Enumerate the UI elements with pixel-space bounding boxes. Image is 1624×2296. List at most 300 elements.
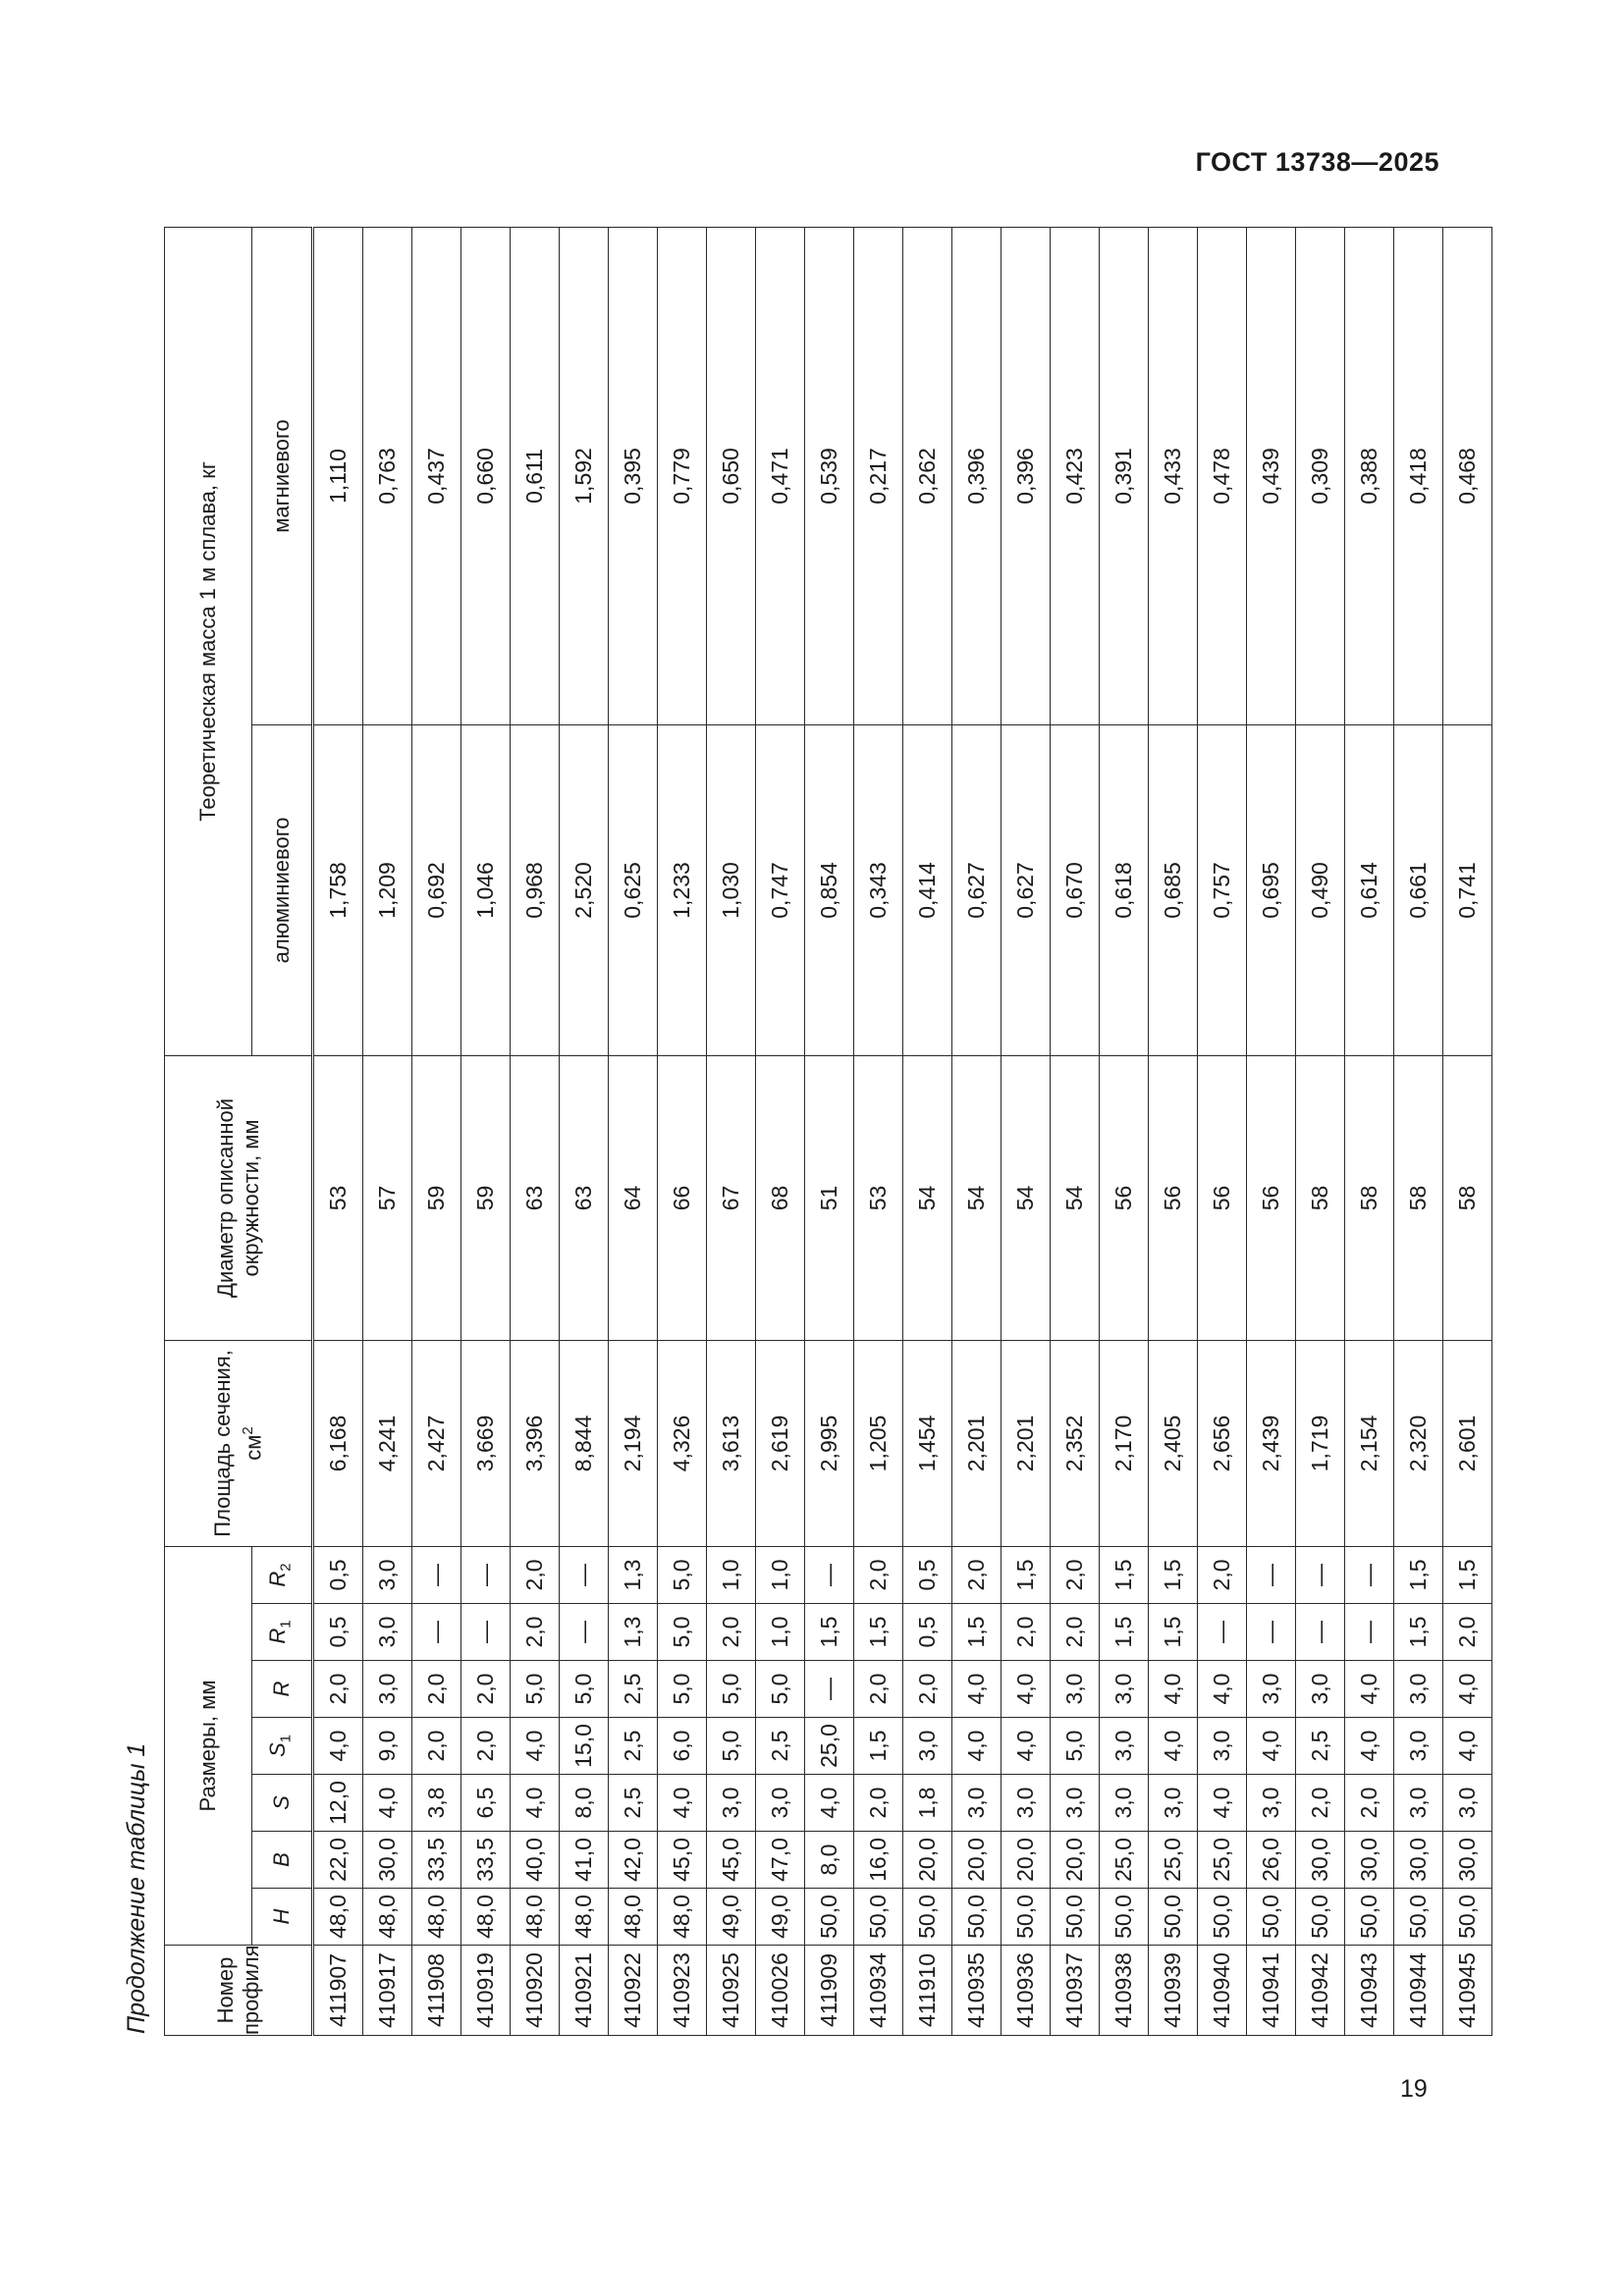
cell-R: 5,0 [658, 1661, 707, 1718]
cell-S: 3,0 [1394, 1775, 1443, 1832]
cell-S1: 3,0 [903, 1718, 952, 1775]
cell-mass-aluminum: 1,758 [313, 724, 363, 1055]
cell-R2: 0,5 [903, 1546, 952, 1603]
cell-H: 50,0 [1198, 1889, 1247, 1946]
cell-diameter: 56 [1100, 1055, 1149, 1340]
cell-profile-number: 410934 [854, 1946, 903, 2036]
cell-profile-number: 410917 [363, 1946, 412, 2036]
col-header-diameter: Диаметр описанной окружности, мм [165, 1055, 313, 1340]
cell-R: 5,0 [707, 1661, 756, 1718]
document-header: ГОСТ 13738—2025 [1195, 147, 1439, 177]
r1-symbol: R [264, 1628, 290, 1644]
table-row [707, 227, 756, 2035]
cell-H: 50,0 [854, 1889, 903, 1946]
cell-mass-magnesium: 0,423 [1051, 227, 1100, 724]
cell-S1: 2,5 [756, 1718, 805, 1775]
cell-diameter: 68 [756, 1055, 805, 1340]
cell-mass-aluminum: 0,625 [609, 724, 658, 1055]
cell-R2: — [560, 1546, 609, 1603]
cell-B: 33,5 [461, 1832, 511, 1889]
cell-S: 2,0 [1345, 1775, 1394, 1832]
cell-diameter: 54 [903, 1055, 952, 1340]
cell-S1: 4,0 [313, 1718, 363, 1775]
cell-R2: 0,5 [313, 1546, 363, 1603]
r1-sub: 1 [277, 1620, 295, 1629]
cell-profile-number: 410937 [1051, 1946, 1100, 2036]
cell-area: 2,405 [1149, 1340, 1198, 1546]
cell-diameter: 63 [560, 1055, 609, 1340]
cell-H: 48,0 [313, 1889, 363, 1946]
cell-R1: 1,5 [1394, 1604, 1443, 1661]
cell-mass-aluminum: 0,741 [1443, 724, 1492, 1055]
cell-R: 5,0 [756, 1661, 805, 1718]
cell-S: 3,0 [1001, 1775, 1051, 1832]
cell-mass-magnesium: 0,391 [1100, 227, 1149, 724]
table-row [1296, 227, 1345, 2035]
cell-B: 30,0 [1296, 1832, 1345, 1889]
cell-profile-number: 410026 [756, 1946, 805, 2036]
cell-R: 2,0 [854, 1661, 903, 1718]
cell-R2: — [1247, 1546, 1296, 1603]
area-header-text: Площадь сечения, см [209, 1350, 266, 1537]
cell-R1: 3,0 [363, 1604, 412, 1661]
table-row [1001, 227, 1051, 2035]
cell-diameter: 56 [1149, 1055, 1198, 1340]
cell-S1: 4,0 [952, 1718, 1001, 1775]
cell-profile-number: 411907 [313, 1946, 363, 2036]
cell-S: 3,0 [707, 1775, 756, 1832]
col-header-aluminum: алюминиевого [252, 724, 313, 1055]
cell-area: 2,194 [609, 1340, 658, 1546]
cell-R1: — [1296, 1604, 1345, 1661]
cell-area: 2,201 [1001, 1340, 1051, 1546]
cell-mass-magnesium: 0,437 [412, 227, 461, 724]
cell-R2: 1,5 [1443, 1546, 1492, 1603]
cell-H: 48,0 [560, 1889, 609, 1946]
cell-profile-number: 410939 [1149, 1946, 1198, 2036]
cell-B: 20,0 [1051, 1832, 1100, 1889]
cell-profile-number: 410941 [1247, 1946, 1296, 2036]
col-header-profile-number: Номер профиля [165, 1946, 313, 2036]
rotated-table-block [111, 228, 1480, 2036]
cell-mass-aluminum: 1,030 [707, 724, 756, 1055]
cell-mass-magnesium: 0,418 [1394, 227, 1443, 724]
cell-area: 1,454 [903, 1340, 952, 1546]
cell-mass-magnesium: 0,396 [952, 227, 1001, 724]
cell-R: 4,0 [1198, 1661, 1247, 1718]
cell-mass-magnesium: 0,539 [805, 227, 854, 724]
cell-mass-magnesium: 0,471 [756, 227, 805, 724]
cell-S: 3,0 [1149, 1775, 1198, 1832]
r2-sub: 2 [277, 1563, 295, 1572]
cell-H: 49,0 [756, 1889, 805, 1946]
cell-S: 3,0 [1051, 1775, 1100, 1832]
cell-R: 4,0 [1345, 1661, 1394, 1718]
cell-R2: 2,0 [511, 1546, 560, 1603]
cell-B: 16,0 [854, 1832, 903, 1889]
table-body [313, 227, 1492, 2035]
col-header-area [165, 1340, 313, 1546]
cell-B: 45,0 [707, 1832, 756, 1889]
cell-R1: — [1247, 1604, 1296, 1661]
col-header-R1 [252, 1604, 313, 1661]
cell-mass-aluminum: 0,343 [854, 724, 903, 1055]
cell-mass-aluminum: 0,747 [756, 724, 805, 1055]
s1-sub: 1 [277, 1734, 295, 1743]
table-row [412, 227, 461, 2035]
cell-profile-number: 410923 [658, 1946, 707, 2036]
cell-mass-aluminum: 0,695 [1247, 724, 1296, 1055]
cell-mass-aluminum: 0,618 [1100, 724, 1149, 1055]
cell-S1: 4,0 [1247, 1718, 1296, 1775]
cell-R1: — [412, 1604, 461, 1661]
table-row [313, 227, 363, 2035]
cell-R2: 1,5 [1149, 1546, 1198, 1603]
area-header-sup: 2 [239, 1426, 256, 1435]
cell-area: 4,326 [658, 1340, 707, 1546]
cell-mass-magnesium: 0,217 [854, 227, 903, 724]
table-row [1198, 227, 1247, 2035]
cell-mass-aluminum: 1,233 [658, 724, 707, 1055]
cell-S: 2,0 [854, 1775, 903, 1832]
cell-diameter: 63 [511, 1055, 560, 1340]
table-row [952, 227, 1001, 2035]
cell-mass-magnesium: 0,309 [1296, 227, 1345, 724]
cell-H: 50,0 [1247, 1889, 1296, 1946]
cell-R1: 0,5 [903, 1604, 952, 1661]
cell-area: 2,601 [1443, 1340, 1492, 1546]
cell-B: 41,0 [560, 1832, 609, 1889]
cell-S: 3,0 [952, 1775, 1001, 1832]
cell-H: 50,0 [1443, 1889, 1492, 1946]
cell-B: 30,0 [1345, 1832, 1394, 1889]
cell-S: 2,0 [1296, 1775, 1345, 1832]
cell-profile-number: 411908 [412, 1946, 461, 2036]
cell-B: 22,0 [313, 1832, 363, 1889]
cell-mass-aluminum: 0,685 [1149, 724, 1198, 1055]
cell-mass-magnesium: 0,388 [1345, 227, 1394, 724]
cell-R2: 1,3 [609, 1546, 658, 1603]
cell-H: 50,0 [805, 1889, 854, 1946]
cell-diameter: 58 [1296, 1055, 1345, 1340]
cell-R: 5,0 [511, 1661, 560, 1718]
cell-diameter: 59 [461, 1055, 511, 1340]
cell-H: 50,0 [1051, 1889, 1100, 1946]
cell-S: 3,0 [1100, 1775, 1149, 1832]
cell-H: 50,0 [903, 1889, 952, 1946]
col-header-dimensions: Размеры, мм [165, 1546, 252, 1945]
cell-S1: 2,5 [1296, 1718, 1345, 1775]
cell-mass-aluminum: 0,661 [1394, 724, 1443, 1055]
cell-mass-aluminum: 0,490 [1296, 724, 1345, 1055]
cell-area: 1,719 [1296, 1340, 1345, 1546]
cell-B: 25,0 [1100, 1832, 1149, 1889]
cell-R1: 5,0 [658, 1604, 707, 1661]
cell-area: 6,168 [313, 1340, 363, 1546]
cell-R1: 2,0 [1051, 1604, 1100, 1661]
cell-H: 48,0 [609, 1889, 658, 1946]
cell-area: 2,170 [1100, 1340, 1149, 1546]
cell-B: 45,0 [658, 1832, 707, 1889]
cell-B: 47,0 [756, 1832, 805, 1889]
cell-mass-aluminum: 2,520 [560, 724, 609, 1055]
cell-diameter: 58 [1443, 1055, 1492, 1340]
cell-S1: 5,0 [1051, 1718, 1100, 1775]
cell-diameter: 57 [363, 1055, 412, 1340]
cell-R2: 2,0 [1198, 1546, 1247, 1603]
cell-profile-number: 410942 [1296, 1946, 1345, 2036]
cell-profile-number: 410919 [461, 1946, 511, 2036]
cell-diameter: 51 [805, 1055, 854, 1340]
cell-mass-aluminum: 0,854 [805, 724, 854, 1055]
cell-diameter: 58 [1345, 1055, 1394, 1340]
cell-diameter: 56 [1247, 1055, 1296, 1340]
cell-S1: 3,0 [1100, 1718, 1149, 1775]
cell-H: 48,0 [461, 1889, 511, 1946]
cell-profile-number: 410940 [1198, 1946, 1247, 2036]
cell-R1: 0,5 [313, 1604, 363, 1661]
cell-R1: — [461, 1604, 511, 1661]
cell-area: 2,656 [1198, 1340, 1247, 1546]
cell-mass-magnesium: 1,110 [313, 227, 363, 724]
cell-R1: — [1345, 1604, 1394, 1661]
table-row [560, 227, 609, 2035]
cell-R: 3,0 [363, 1661, 412, 1718]
cell-R: 3,0 [1051, 1661, 1100, 1718]
cell-mass-magnesium: 0,650 [707, 227, 756, 724]
cell-R2: 5,0 [658, 1546, 707, 1603]
profiles-table [164, 227, 1492, 2036]
cell-R1: 1,0 [756, 1604, 805, 1661]
cell-R1: — [1198, 1604, 1247, 1661]
cell-mass-aluminum: 0,614 [1345, 724, 1394, 1055]
cell-H: 50,0 [1296, 1889, 1345, 1946]
cell-S1: 15,0 [560, 1718, 609, 1775]
cell-diameter: 54 [1001, 1055, 1051, 1340]
cell-S: 4,0 [658, 1775, 707, 1832]
cell-S: 3,0 [1247, 1775, 1296, 1832]
table-row [805, 227, 854, 2035]
cell-S: 4,0 [1198, 1775, 1247, 1832]
cell-mass-aluminum: 0,968 [511, 724, 560, 1055]
cell-diameter: 66 [658, 1055, 707, 1340]
cell-H: 48,0 [658, 1889, 707, 1946]
cell-S: 12,0 [313, 1775, 363, 1832]
cell-R2: 1,0 [756, 1546, 805, 1603]
cell-mass-magnesium: 0,396 [1001, 227, 1051, 724]
table-row [756, 227, 805, 2035]
table-row [363, 227, 412, 2035]
cell-R1: 1,5 [1100, 1604, 1149, 1661]
col-header-S1 [252, 1718, 313, 1775]
cell-S1: 4,0 [1001, 1718, 1051, 1775]
cell-S: 3,8 [412, 1775, 461, 1832]
cell-B: 26,0 [1247, 1832, 1296, 1889]
cell-S1: 5,0 [707, 1718, 756, 1775]
cell-mass-magnesium: 0,262 [903, 227, 952, 724]
cell-area: 3,396 [511, 1340, 560, 1546]
cell-S: 6,5 [461, 1775, 511, 1832]
cell-profile-number: 410944 [1394, 1946, 1443, 2036]
cell-mass-magnesium: 0,468 [1443, 227, 1492, 724]
cell-R2: 1,5 [1100, 1546, 1149, 1603]
table-row [1443, 227, 1492, 2035]
cell-R: 4,0 [1149, 1661, 1198, 1718]
table-row [461, 227, 511, 2035]
cell-profile-number: 410922 [609, 1946, 658, 2036]
cell-S: 4,0 [363, 1775, 412, 1832]
cell-H: 50,0 [1149, 1889, 1198, 1946]
col-header-B: B [252, 1832, 313, 1889]
table-row [903, 227, 952, 2035]
cell-profile-number: 410935 [952, 1946, 1001, 2036]
cell-H: 48,0 [511, 1889, 560, 1946]
cell-R: 2,0 [903, 1661, 952, 1718]
cell-B: 8,0 [805, 1832, 854, 1889]
cell-R1: 1,5 [854, 1604, 903, 1661]
cell-diameter: 67 [707, 1055, 756, 1340]
s1-symbol: S [264, 1742, 290, 1758]
cell-diameter: 59 [412, 1055, 461, 1340]
cell-B: 42,0 [609, 1832, 658, 1889]
cell-S1: 2,5 [609, 1718, 658, 1775]
col-header-S: S [252, 1775, 313, 1832]
cell-B: 40,0 [511, 1832, 560, 1889]
cell-diameter: 54 [952, 1055, 1001, 1340]
cell-S1: 1,5 [854, 1718, 903, 1775]
cell-R1: 1,5 [952, 1604, 1001, 1661]
table-row [1051, 227, 1100, 2035]
cell-diameter: 58 [1394, 1055, 1443, 1340]
cell-profile-number: 410938 [1100, 1946, 1149, 2036]
cell-R1: — [560, 1604, 609, 1661]
table-row [1149, 227, 1198, 2035]
cell-S: 3,0 [756, 1775, 805, 1832]
cell-R: 2,5 [609, 1661, 658, 1718]
cell-mass-aluminum: 0,757 [1198, 724, 1247, 1055]
cell-area: 3,613 [707, 1340, 756, 1546]
cell-R1: 1,5 [1149, 1604, 1198, 1661]
page-number: 19 [1400, 2075, 1428, 2103]
cell-R2: — [805, 1546, 854, 1603]
cell-R2: 1,5 [1394, 1546, 1443, 1603]
cell-H: 50,0 [1394, 1889, 1443, 1946]
cell-R2: — [461, 1546, 511, 1603]
cell-S1: 6,0 [658, 1718, 707, 1775]
cell-R: 3,0 [1247, 1661, 1296, 1718]
cell-S: 1,8 [903, 1775, 952, 1832]
table-row [658, 227, 707, 2035]
cell-S1: 9,0 [363, 1718, 412, 1775]
cell-mass-aluminum: 1,046 [461, 724, 511, 1055]
cell-mass-aluminum: 0,627 [1001, 724, 1051, 1055]
cell-R: 3,0 [1100, 1661, 1149, 1718]
cell-profile-number: 410921 [560, 1946, 609, 2036]
cell-mass-magnesium: 0,611 [511, 227, 560, 724]
cell-area: 3,669 [461, 1340, 511, 1546]
cell-R1: 2,0 [1001, 1604, 1051, 1661]
table-row [854, 227, 903, 2035]
cell-B: 30,0 [1443, 1832, 1492, 1889]
cell-S1: 2,0 [461, 1718, 511, 1775]
cell-R: 2,0 [461, 1661, 511, 1718]
cell-mass-aluminum: 1,209 [363, 724, 412, 1055]
cell-B: 20,0 [1001, 1832, 1051, 1889]
cell-S1: 4,0 [1345, 1718, 1394, 1775]
cell-R: 4,0 [1001, 1661, 1051, 1718]
table-caption: Продолжение таблицы 1 [123, 1742, 150, 2034]
cell-area: 2,352 [1051, 1340, 1100, 1546]
cell-R: 3,0 [1296, 1661, 1345, 1718]
cell-R: 2,0 [412, 1661, 461, 1718]
cell-R1: 2,0 [1443, 1604, 1492, 1661]
cell-H: 49,0 [707, 1889, 756, 1946]
r2-symbol: R [264, 1571, 290, 1587]
cell-R: 2,0 [313, 1661, 363, 1718]
cell-S1: 3,0 [1198, 1718, 1247, 1775]
cell-profile-number: 410945 [1443, 1946, 1492, 2036]
cell-area: 2,439 [1247, 1340, 1296, 1546]
cell-B: 25,0 [1198, 1832, 1247, 1889]
cell-mass-aluminum: 0,627 [952, 724, 1001, 1055]
cell-H: 48,0 [412, 1889, 461, 1946]
cell-area: 4,241 [363, 1340, 412, 1546]
cell-mass-aluminum: 0,414 [903, 724, 952, 1055]
cell-area: 2,995 [805, 1340, 854, 1546]
cell-R1: 2,0 [511, 1604, 560, 1661]
cell-R: 4,0 [952, 1661, 1001, 1718]
cell-R1: 1,5 [805, 1604, 854, 1661]
cell-profile-number: 410936 [1001, 1946, 1051, 2036]
table-row [1100, 227, 1149, 2035]
cell-R2: — [1345, 1546, 1394, 1603]
cell-B: 30,0 [363, 1832, 412, 1889]
cell-B: 30,0 [1394, 1832, 1443, 1889]
cell-B: 33,5 [412, 1832, 461, 1889]
cell-S1: 4,0 [1443, 1718, 1492, 1775]
cell-R2: — [412, 1546, 461, 1603]
cell-profile-number: 411909 [805, 1946, 854, 2036]
table-row [1247, 227, 1296, 2035]
cell-profile-number: 410925 [707, 1946, 756, 2036]
cell-H: 50,0 [1345, 1889, 1394, 1946]
cell-diameter: 53 [854, 1055, 903, 1340]
cell-diameter: 53 [313, 1055, 363, 1340]
cell-R: — [805, 1661, 854, 1718]
col-header-R2 [252, 1546, 313, 1603]
cell-S1: 4,0 [1149, 1718, 1198, 1775]
cell-R: 3,0 [1394, 1661, 1443, 1718]
cell-R2: 2,0 [854, 1546, 903, 1603]
cell-S: 4,0 [511, 1775, 560, 1832]
cell-mass-magnesium: 0,779 [658, 227, 707, 724]
cell-R: 5,0 [560, 1661, 609, 1718]
cell-S1: 4,0 [511, 1718, 560, 1775]
cell-mass-magnesium: 0,433 [1149, 227, 1198, 724]
cell-diameter: 64 [609, 1055, 658, 1340]
cell-profile-number: 410920 [511, 1946, 560, 2036]
cell-H: 48,0 [363, 1889, 412, 1946]
col-header-H: H [252, 1889, 313, 1946]
cell-R2: 2,0 [952, 1546, 1001, 1603]
cell-R2: 1,5 [1001, 1546, 1051, 1603]
cell-area: 1,205 [854, 1340, 903, 1546]
cell-diameter: 56 [1198, 1055, 1247, 1340]
cell-S1: 25,0 [805, 1718, 854, 1775]
cell-mass-magnesium: 0,395 [609, 227, 658, 724]
table-row [609, 227, 658, 2035]
cell-area: 2,427 [412, 1340, 461, 1546]
